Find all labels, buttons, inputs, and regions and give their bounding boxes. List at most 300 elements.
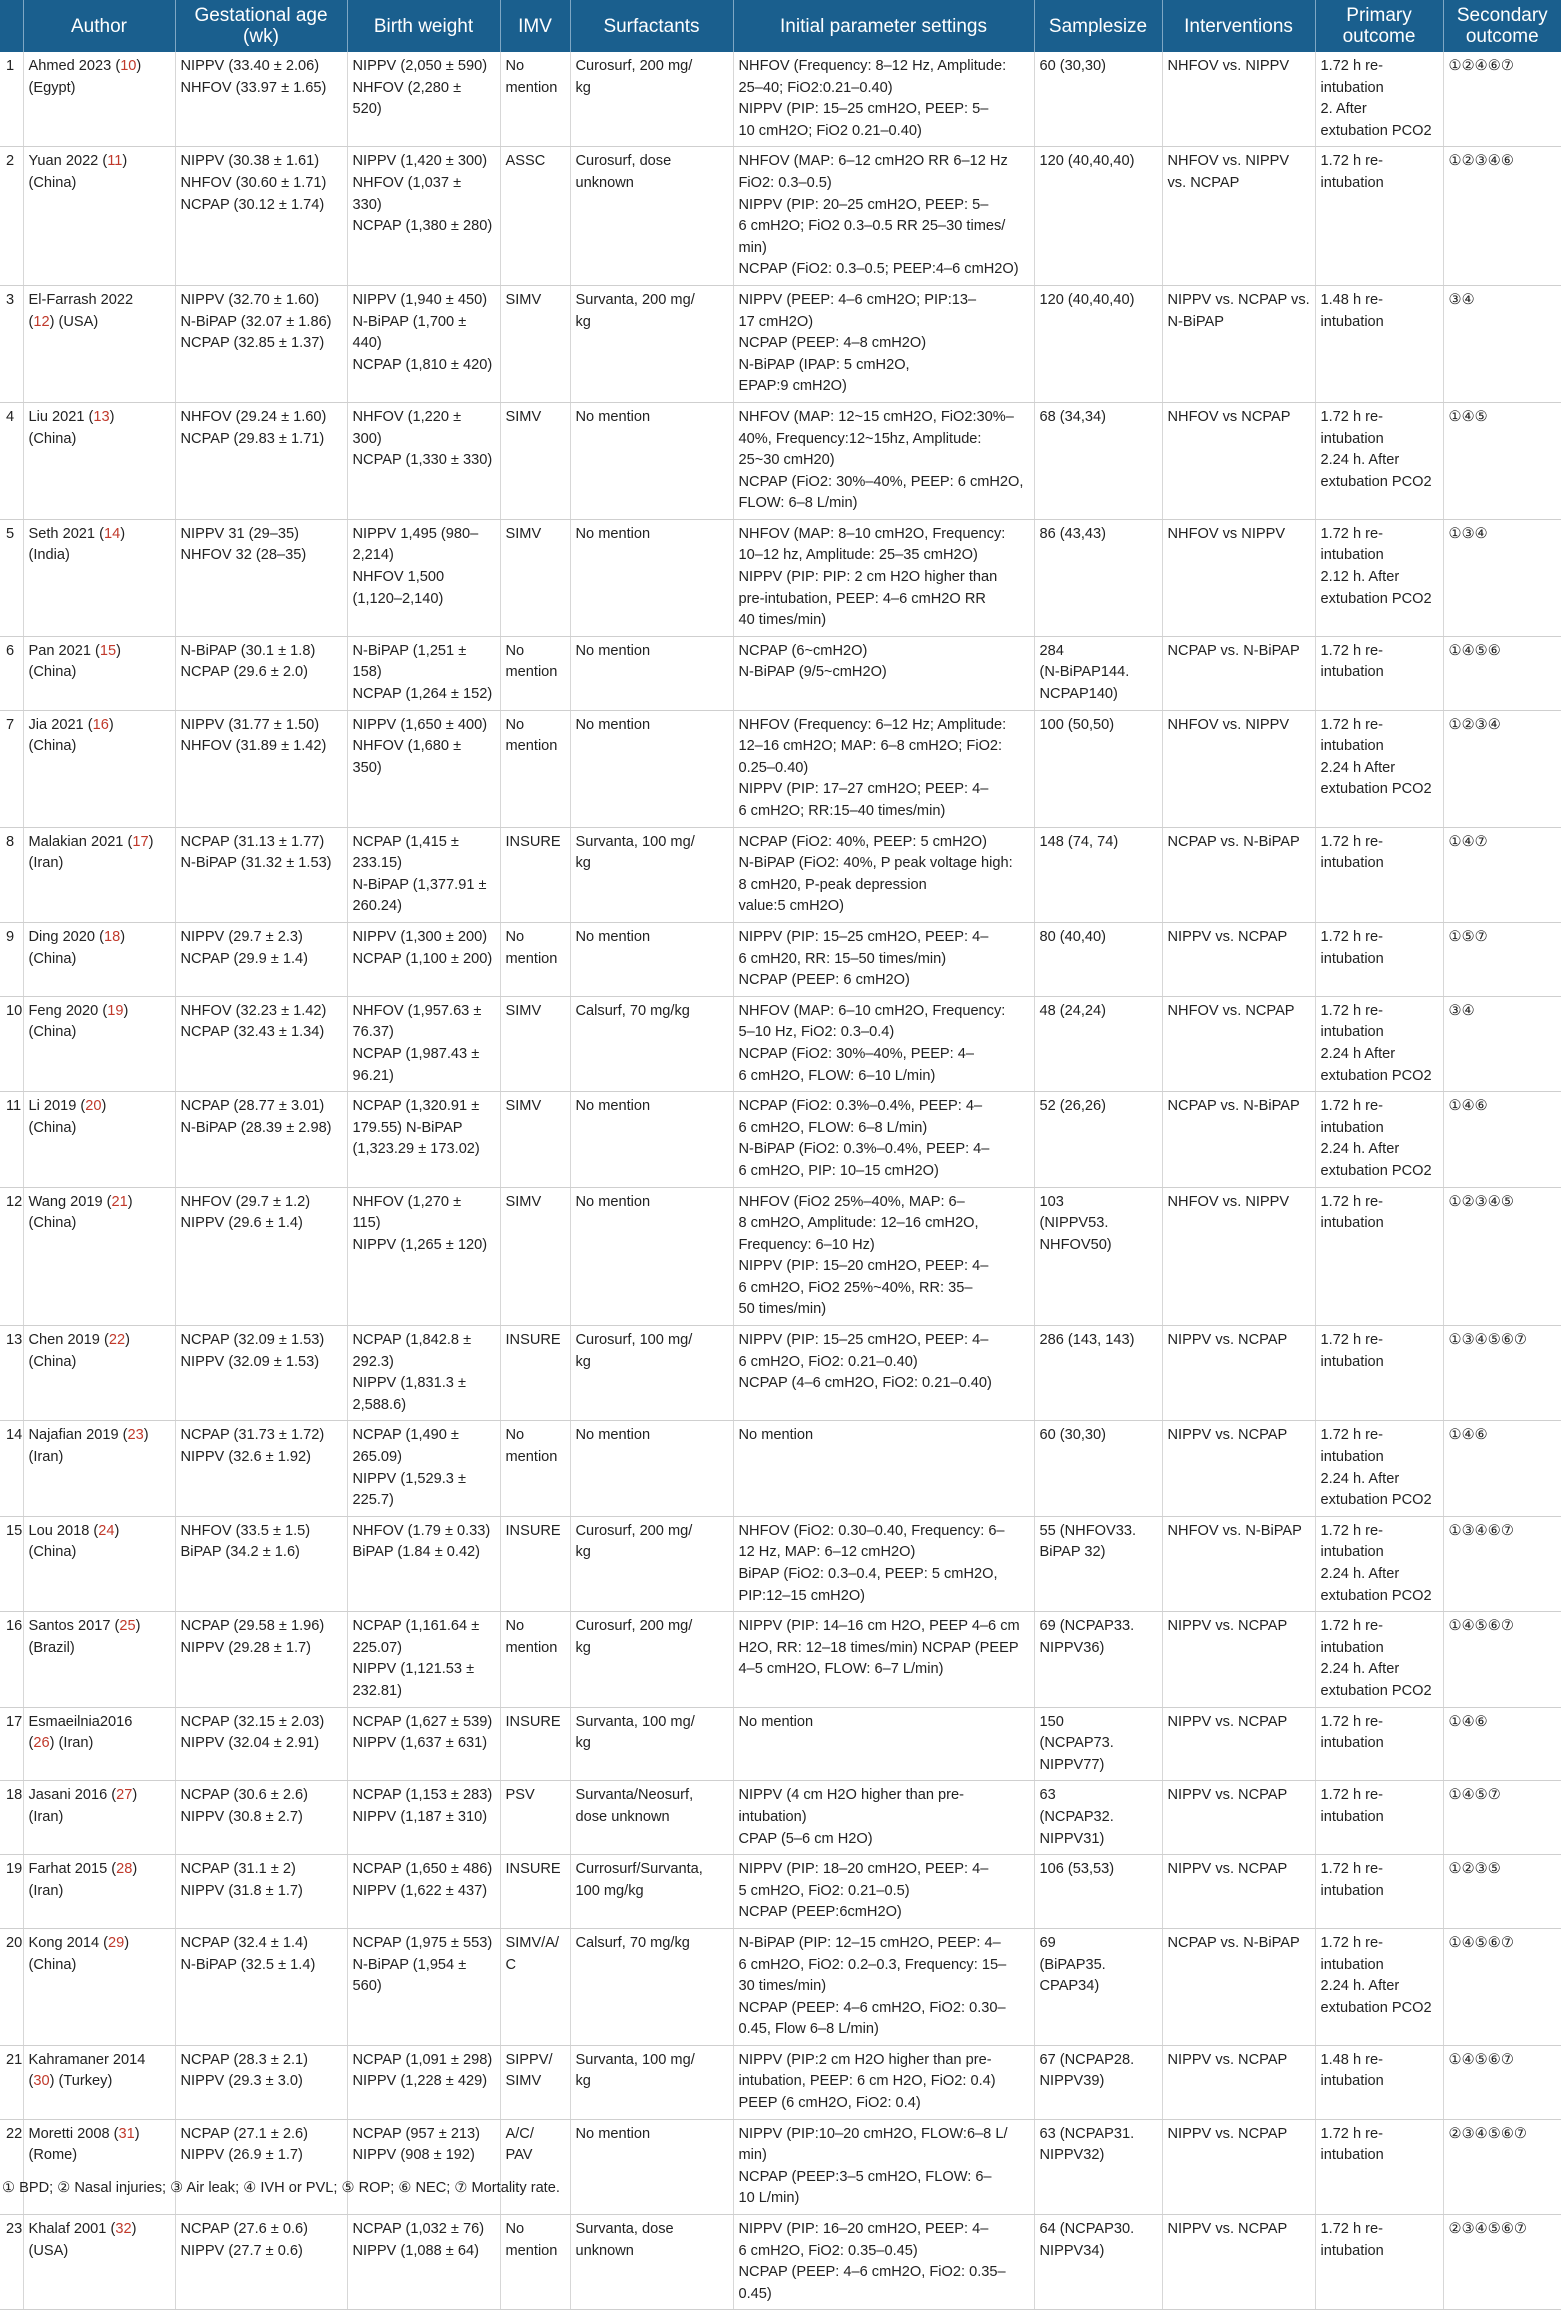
cell-birth-weight	[347, 827, 500, 922]
cell-line: N-BiPAP	[1167, 313, 1224, 330]
cell-samplesize	[1034, 827, 1162, 922]
cell-row-number: 13	[0, 1326, 23, 1421]
header-author: Author	[23, 0, 175, 52]
cell-line: ①③④⑥⑦	[1448, 1522, 1514, 1539]
cell-line: Li 2019 (20)	[28, 1098, 107, 1115]
cell-line: NCPAP (1,161.64 ±	[352, 1618, 480, 1635]
cell-line: NHFOV (31.89 ± 1.42)	[180, 738, 327, 755]
cell-line: 2. After	[1320, 101, 1367, 118]
cell-line: 1.72 h re-	[1320, 1332, 1383, 1349]
cell-gestational-age	[175, 1612, 347, 1707]
cell-line: NCPAP (PEEP: 4–6 cmH2O, FiO2: 0.35–	[738, 2264, 1006, 2281]
cell-line: (N-BiPAP144.	[1039, 664, 1130, 681]
cell-line: (China)	[28, 1024, 77, 1041]
cell-interventions	[1162, 1092, 1315, 1187]
cell-surfactants	[570, 147, 733, 286]
cell-gestational-age	[175, 2119, 347, 2214]
cell-line: INSURE	[505, 833, 561, 850]
cell-line: N-BiPAP (PIP: 12–15 cmH2O, PEEP: 4–	[738, 1934, 1001, 1951]
cell-secondary-outcome	[1443, 2045, 1561, 2119]
cell-line: NHFOV (MAP: 8–10 cmH2O, Frequency:	[738, 525, 1006, 542]
cell-author	[23, 1092, 175, 1187]
cell-line: mention	[505, 79, 558, 96]
cell-line: N-BiPAP (30.1 ± 1.8)	[180, 642, 316, 659]
cell-row-number: 17	[0, 1707, 23, 1781]
cell-row-number: 18	[0, 1781, 23, 1855]
cell-line: (China)	[28, 738, 77, 755]
cell-line: SIPPV/	[505, 2051, 553, 2068]
cell-surfactants	[570, 1612, 733, 1707]
cell-row-number: 14	[0, 1421, 23, 1516]
cell-line: 284	[1039, 642, 1064, 659]
cell-line: Malakian 2021 (17)	[28, 833, 154, 850]
cell-line: No mention	[575, 716, 651, 733]
cell-imv	[500, 147, 570, 286]
cell-line: INSURE	[505, 1522, 561, 1539]
cell-initial-parameters	[733, 1707, 1034, 1781]
cell-line: ①④⑦	[1448, 833, 1488, 850]
reference-link[interactable]: 25	[119, 1618, 136, 1635]
cell-surfactants	[570, 1855, 733, 1929]
cell-imv	[500, 827, 570, 922]
cell-line: (NCPAP32.	[1039, 1808, 1114, 1825]
cell-gestational-age	[175, 1326, 347, 1421]
cell-line: NIPPV (1,121.53 ±	[352, 1661, 475, 1678]
reference-link[interactable]: 18	[103, 928, 121, 945]
cell-line: 1.72 h re-	[1320, 928, 1383, 945]
cell-line: Feng 2020 (19)	[28, 1002, 129, 1019]
cell-author	[23, 827, 175, 922]
cell-line: (China)	[28, 1215, 77, 1232]
cell-line: kg	[575, 1735, 591, 1752]
cell-line: N-BiPAP (1,954 ±	[352, 1956, 467, 1973]
cell-primary-outcome	[1315, 52, 1443, 147]
cell-secondary-outcome	[1443, 1612, 1561, 1707]
cell-author	[23, 2045, 175, 2119]
cell-initial-parameters	[733, 402, 1034, 519]
cell-line: 0.25–0.40)	[738, 759, 809, 776]
cell-samplesize	[1034, 285, 1162, 402]
table-row	[0, 1612, 1561, 1707]
cell-line: NCPAP vs. N-BiPAP	[1167, 1098, 1300, 1115]
cell-line: 2.24 h. After	[1320, 1978, 1400, 1995]
cell-initial-parameters	[733, 1781, 1034, 1855]
cell-surfactants	[570, 1421, 733, 1516]
cell-line: 55 (NHFOV33.	[1039, 1522, 1137, 1539]
cell-samplesize	[1034, 1516, 1162, 1611]
cell-line: (Iran)	[28, 855, 64, 872]
header-gestational-age: Gestational age (wk)	[175, 0, 347, 52]
cell-line: (Iran)	[28, 1449, 64, 1466]
header-surfactants: Surfactants	[570, 0, 733, 52]
cell-gestational-age	[175, 1092, 347, 1187]
cell-line: NIPPV (PIP: 15–25 cmH2O, PEEP: 4–	[738, 928, 989, 945]
cell-secondary-outcome	[1443, 1092, 1561, 1187]
table-row	[0, 1516, 1561, 1611]
cell-imv	[500, 1707, 570, 1781]
cell-line: NIPPV (31.8 ± 1.7)	[180, 1882, 303, 1899]
cell-line: 2.24 h. After	[1320, 1566, 1400, 1582]
cell-interventions	[1162, 2119, 1315, 2214]
table-row	[0, 1092, 1561, 1187]
cell-line: SIMV	[505, 408, 542, 425]
cell-initial-parameters	[733, 710, 1034, 827]
cell-line: NIPPV (29.28 ± 1.7)	[180, 1639, 311, 1656]
cell-gestational-age	[175, 996, 347, 1091]
cell-interventions	[1162, 1187, 1315, 1326]
cell-line: intubation	[1320, 547, 1384, 564]
reference-link[interactable]: 24	[98, 1522, 115, 1539]
reference-link[interactable]: 22	[108, 1332, 126, 1349]
cell-line: extubation PCO2	[1320, 1067, 1432, 1084]
cell-birth-weight	[347, 1326, 500, 1421]
cell-line: NIPPV (29.3 ± 3.0)	[180, 2073, 303, 2090]
reference-link[interactable]: 28	[116, 1861, 133, 1878]
header-interventions: Interventions	[1162, 0, 1315, 52]
cell-imv	[500, 922, 570, 996]
cell-line: SIMV/A/	[505, 1934, 560, 1951]
reference-link[interactable]: 20	[85, 1098, 102, 1115]
cell-line: 5–10 Hz, FiO2: 0.3–0.4)	[738, 1024, 895, 1041]
cell-line: (Brazil)	[28, 1639, 75, 1656]
cell-line: 40%, Frequency:12~15hz, Amplitude:	[738, 430, 982, 447]
cell-samplesize	[1034, 519, 1162, 636]
cell-line: NIPPV36)	[1039, 1639, 1105, 1656]
cell-line: pre-intubation, PEEP: 4–6 cmH2O RR	[738, 590, 986, 607]
cell-line: Wang 2019 (21)	[28, 1193, 133, 1210]
cell-line: NIPPV77)	[1039, 1756, 1105, 1773]
cell-line: NCPAP (1,091 ± 298)	[352, 2051, 493, 2068]
cell-line: ②③④⑤⑥⑦	[1448, 2125, 1527, 2142]
cell-surfactants	[570, 1516, 733, 1611]
reference-link[interactable]: 19	[107, 1002, 124, 1019]
cell-line: 8 cmH20, P-peak depression	[738, 876, 927, 893]
cell-row-number: 22	[0, 2119, 23, 2214]
cell-line: extubation PCO2	[1320, 1162, 1432, 1179]
cell-birth-weight	[347, 1421, 500, 1516]
cell-primary-outcome	[1315, 1516, 1443, 1611]
cell-line: Farhat 2015 (28)	[28, 1861, 138, 1878]
cell-imv	[500, 2045, 570, 2119]
cell-secondary-outcome	[1443, 710, 1561, 827]
cell-line: NCPAP (32.85 ± 1.37)	[180, 335, 325, 352]
cell-line: unknown	[575, 2242, 634, 2259]
cell-line: NCPAP (32.4 ± 1.4)	[180, 1934, 309, 1951]
cell-imv	[500, 519, 570, 636]
reference-link[interactable]: 32	[115, 2221, 132, 2238]
cell-line: (Egypt)	[28, 79, 76, 96]
cell-line: NHFOV (1,957.63 ±	[352, 1002, 482, 1019]
table-row	[0, 1781, 1561, 1855]
cell-imv	[500, 1326, 570, 1421]
cell-samplesize	[1034, 402, 1162, 519]
cell-line: 5 cmH2O, FiO2: 0.21–0.5)	[738, 1882, 910, 1899]
cell-line: FiO2: 0.3–0.5)	[738, 174, 832, 191]
cell-interventions	[1162, 285, 1315, 402]
cell-interventions	[1162, 147, 1315, 286]
cell-gestational-age	[175, 636, 347, 710]
cell-birth-weight	[347, 1092, 500, 1187]
cell-initial-parameters	[733, 996, 1034, 1091]
table-row	[0, 519, 1561, 636]
cell-line: 1.72 h re-	[1320, 1713, 1383, 1730]
cell-line: 25–40; FiO2:0.21–0.40)	[738, 79, 893, 96]
cell-line: 69 (NCPAP33.	[1039, 1618, 1135, 1635]
cell-primary-outcome	[1315, 1187, 1443, 1326]
cell-line: N-BiPAP (32.07 ± 1.86)	[180, 313, 332, 330]
cell-line: 0.45)	[738, 2285, 772, 2302]
cell-row-number: 10	[0, 996, 23, 1091]
cell-row-number: 7	[0, 710, 23, 827]
cell-line: NIPPV vs. NCPAP	[1167, 1618, 1288, 1635]
cell-initial-parameters	[733, 1928, 1034, 2045]
cell-line: NIPPV (30.8 ± 2.7)	[180, 1808, 303, 1825]
cell-line: H2O, RR: 12–18 times/min) NCPAP (PEEP	[738, 1639, 1019, 1656]
cell-line: 2.24 h. After	[1320, 1661, 1400, 1678]
cell-line: Curosurf, 200 mg/	[575, 58, 693, 74]
cell-gestational-age	[175, 2215, 347, 2310]
cell-primary-outcome	[1315, 1092, 1443, 1187]
reference-link[interactable]: 30	[33, 2073, 50, 2090]
reference-link[interactable]: 31	[118, 2125, 135, 2142]
cell-line: ①②④⑥⑦	[1448, 58, 1514, 74]
cell-surfactants	[570, 922, 733, 996]
cell-line: NHFOV (29.7 ± 1.2)	[180, 1193, 311, 1210]
cell-line: 1.72 h re-	[1320, 1427, 1383, 1444]
reference-link[interactable]: 14	[103, 525, 121, 542]
reference-link[interactable]: 13	[93, 408, 110, 425]
cell-line: NIPPV (PIP: 16–20 cmH2O, PEEP: 4–	[738, 2221, 989, 2238]
cell-line: NCPAP (1,987.43 ±	[352, 1045, 480, 1062]
cell-line: 350)	[352, 759, 382, 776]
cell-line: NCPAP (957 ± 213)	[352, 2125, 481, 2142]
cell-secondary-outcome	[1443, 1781, 1561, 1855]
cell-line: extubation PCO2	[1320, 1587, 1432, 1604]
cell-initial-parameters	[733, 519, 1034, 636]
cell-primary-outcome	[1315, 636, 1443, 710]
cell-line: NCPAP (6~cmH2O)	[738, 642, 868, 659]
cell-line: NHFOV vs. NIPPV	[1167, 58, 1290, 74]
cell-line: intubation	[1320, 1449, 1384, 1466]
cell-primary-outcome	[1315, 1707, 1443, 1781]
cell-samplesize	[1034, 1928, 1162, 2045]
cell-line: NCPAP (27.6 ± 0.6)	[180, 2221, 309, 2238]
cell-row-number: 21	[0, 2045, 23, 2119]
cell-line: intubation	[1320, 950, 1384, 967]
cell-line: NCPAP (1,490 ±	[352, 1427, 459, 1444]
cell-surfactants	[570, 2045, 733, 2119]
cell-birth-weight	[347, 636, 500, 710]
reference-link[interactable]: 16	[92, 716, 109, 733]
cell-line: value:5 cmH2O)	[738, 898, 844, 915]
cell-author	[23, 52, 175, 147]
cell-line: 96.21)	[352, 1067, 394, 1084]
cell-gestational-age	[175, 52, 347, 147]
table-row	[0, 2045, 1561, 2119]
cell-line: NCPAP (1,650 ± 486)	[352, 1861, 493, 1878]
cell-line: 69	[1039, 1934, 1056, 1951]
table-row	[0, 996, 1561, 1091]
reference-link[interactable]: 12	[33, 313, 50, 330]
cell-line: intubation	[1320, 738, 1384, 755]
cell-line: intubation	[1320, 1882, 1384, 1899]
cell-line: 1.72 h re-	[1320, 1934, 1383, 1951]
cell-imv	[500, 1421, 570, 1516]
cell-line: No mention	[575, 642, 651, 659]
cell-samplesize	[1034, 2119, 1162, 2214]
cell-line: ②③④⑤⑥⑦	[1448, 2221, 1527, 2238]
cell-line: extubation PCO2	[1320, 781, 1432, 798]
cell-surfactants	[570, 519, 733, 636]
reference-link[interactable]: 29	[108, 1934, 125, 1951]
cell-birth-weight	[347, 1187, 500, 1326]
cell-line: intubation	[1320, 1353, 1384, 1370]
cell-line: NIPPV vs. NCPAP vs.	[1167, 291, 1310, 308]
cell-line: NCPAP (FiO2: 30%–40%, PEEP: 4–	[738, 1045, 975, 1062]
cell-line: NIPPV34)	[1039, 2242, 1105, 2259]
reference-link[interactable]: 26	[33, 1735, 50, 1752]
cell-line: NCPAP (32.09 ± 1.53)	[180, 1332, 325, 1349]
cell-gestational-age	[175, 147, 347, 286]
table-row	[0, 147, 1561, 286]
cell-line: NIPPV (29.7 ± 2.3)	[180, 928, 303, 945]
cell-line: min)	[738, 2147, 767, 2164]
cell-line: 106 (53,53)	[1039, 1861, 1115, 1878]
cell-line: NHFOV (FiO2 25%–40%, MAP: 6–	[738, 1193, 965, 1210]
cell-birth-weight	[347, 52, 500, 147]
cell-line: Survanta, 100 mg/	[575, 833, 695, 850]
cell-line: (China)	[28, 950, 77, 967]
cell-line: Yuan 2022 (11)	[28, 153, 128, 170]
cell-birth-weight	[347, 922, 500, 996]
reference-link[interactable]: 21	[111, 1193, 128, 1210]
reference-link[interactable]: 27	[116, 1787, 133, 1804]
cell-line: NCPAP (1,842.8 ±	[352, 1332, 472, 1349]
table-row	[0, 1707, 1561, 1781]
cell-line: NHFOV (MAP: 12~15 cmH2O, FiO2:30%–	[738, 408, 1014, 425]
cell-line: N-BiPAP (IPAP: 5 cmH2O,	[738, 356, 910, 373]
cell-imv	[500, 710, 570, 827]
cell-imv	[500, 285, 570, 402]
cell-row-number: 16	[0, 1612, 23, 1707]
cell-primary-outcome	[1315, 1781, 1443, 1855]
cell-line: NIPPV (2,050 ± 590)	[352, 58, 488, 74]
cell-line: NCPAP (PEEP:3–5 cmH2O, FLOW: 6–	[738, 2168, 992, 2185]
cell-birth-weight	[347, 1928, 500, 2045]
reference-link[interactable]: 10	[120, 58, 137, 74]
cell-primary-outcome	[1315, 147, 1443, 286]
cell-gestational-age	[175, 1855, 347, 1929]
cell-line: 100 (50,50)	[1039, 716, 1115, 733]
cell-line: Calsurf, 70 mg/kg	[575, 1002, 690, 1019]
cell-author	[23, 402, 175, 519]
cell-line: 6 cmH2O, FiO2: 0.21–0.40)	[738, 1353, 918, 1370]
cell-row-number: 15	[0, 1516, 23, 1611]
cell-surfactants	[570, 827, 733, 922]
cell-line: NIPPV (1,420 ± 300)	[352, 153, 488, 170]
cell-interventions	[1162, 2045, 1315, 2119]
cell-line: NHFOV (1,037 ±	[352, 174, 462, 191]
cell-line: vs. NCPAP	[1167, 174, 1240, 191]
cell-line: intubation	[1320, 174, 1384, 191]
cell-row-number: 4	[0, 402, 23, 519]
cell-line: No	[505, 58, 525, 74]
cell-row-number: 2	[0, 147, 23, 286]
cell-gestational-age	[175, 1516, 347, 1611]
cell-line: NCPAP (FiO2: 40%, PEEP: 5 cmH2O)	[738, 833, 987, 850]
cell-line: NIPPV (PIP: 15–25 cmH2O, PEEP: 5–	[738, 101, 989, 118]
cell-line: SIMV	[505, 1098, 542, 1115]
cell-line: NHFOV 32 (28–35)	[180, 547, 307, 564]
cell-line: 8 cmH2O, Amplitude: 12–16 cmH2O,	[738, 1215, 979, 1232]
cell-line: NIPPV (1,529.3 ±	[352, 1470, 466, 1487]
cell-line: dose unknown	[575, 1808, 670, 1825]
cell-imv	[500, 1187, 570, 1326]
cell-line: 12–16 cmH2O; MAP: 6–8 cmH2O; FiO2:	[738, 738, 1003, 755]
cell-secondary-outcome	[1443, 996, 1561, 1091]
cell-line: 2.24 h. After	[1320, 452, 1400, 469]
cell-line: intubation)	[738, 1808, 807, 1825]
cell-line: 265.09)	[352, 1449, 402, 1466]
table-row	[0, 636, 1561, 710]
cell-author	[23, 922, 175, 996]
cell-line: NHFOV vs. N-BiPAP	[1167, 1522, 1302, 1539]
cell-initial-parameters	[733, 922, 1034, 996]
cell-line: 1.72 h re-	[1320, 1618, 1383, 1635]
reference-link[interactable]: 15	[99, 642, 117, 659]
cell-line: NHFOV vs. NIPPV	[1167, 716, 1290, 733]
cell-birth-weight	[347, 2215, 500, 2310]
cell-line: mention	[505, 950, 558, 967]
cell-line: NCPAP (PEEP: 4–6 cmH2O, FiO2: 0.30–	[738, 1999, 1006, 2016]
reference-link[interactable]: 17	[132, 833, 149, 850]
cell-line: (China)	[28, 430, 77, 447]
cell-secondary-outcome	[1443, 519, 1561, 636]
cell-line: 64 (NCPAP30.	[1039, 2221, 1135, 2238]
cell-line: ①②③④⑤	[1448, 1193, 1514, 1210]
cell-secondary-outcome	[1443, 1707, 1561, 1781]
cell-imv	[500, 402, 570, 519]
cell-imv	[500, 1612, 570, 1707]
cell-line: NHFOV 1,500	[352, 569, 445, 586]
cell-line: C	[505, 1956, 517, 1973]
cell-initial-parameters	[733, 636, 1034, 710]
header-samplesize: Samplesize	[1034, 0, 1162, 52]
cell-line: 17 cmH2O)	[738, 313, 814, 330]
cell-row-number: 9	[0, 922, 23, 996]
cell-surfactants	[570, 285, 733, 402]
cell-line: No mention	[738, 1427, 814, 1444]
cell-line: intubation	[1320, 79, 1384, 96]
cell-primary-outcome	[1315, 2215, 1443, 2310]
cell-surfactants	[570, 52, 733, 147]
cell-line: 115)	[352, 1215, 381, 1232]
cell-line: NCPAP (1,975 ± 553)	[352, 1934, 493, 1951]
cell-line: 100 mg/kg	[575, 1882, 644, 1899]
cell-line: 1.72 h re-	[1320, 833, 1383, 850]
cell-author	[23, 1707, 175, 1781]
cell-author	[23, 996, 175, 1091]
reference-link[interactable]: 11	[107, 153, 123, 170]
cell-samplesize	[1034, 636, 1162, 710]
cell-line: kg	[575, 313, 591, 330]
cell-line: Jia 2021 (16)	[28, 716, 114, 733]
cell-interventions	[1162, 1855, 1315, 1929]
cell-line: NIPPV (PIP:2 cm H2O higher than pre-	[738, 2051, 992, 2068]
cell-line: NCPAP (1,627 ± 539)	[352, 1713, 493, 1730]
cell-line: NCPAP (1,032 ± 76)	[352, 2221, 485, 2238]
reference-link[interactable]: 23	[127, 1427, 144, 1444]
